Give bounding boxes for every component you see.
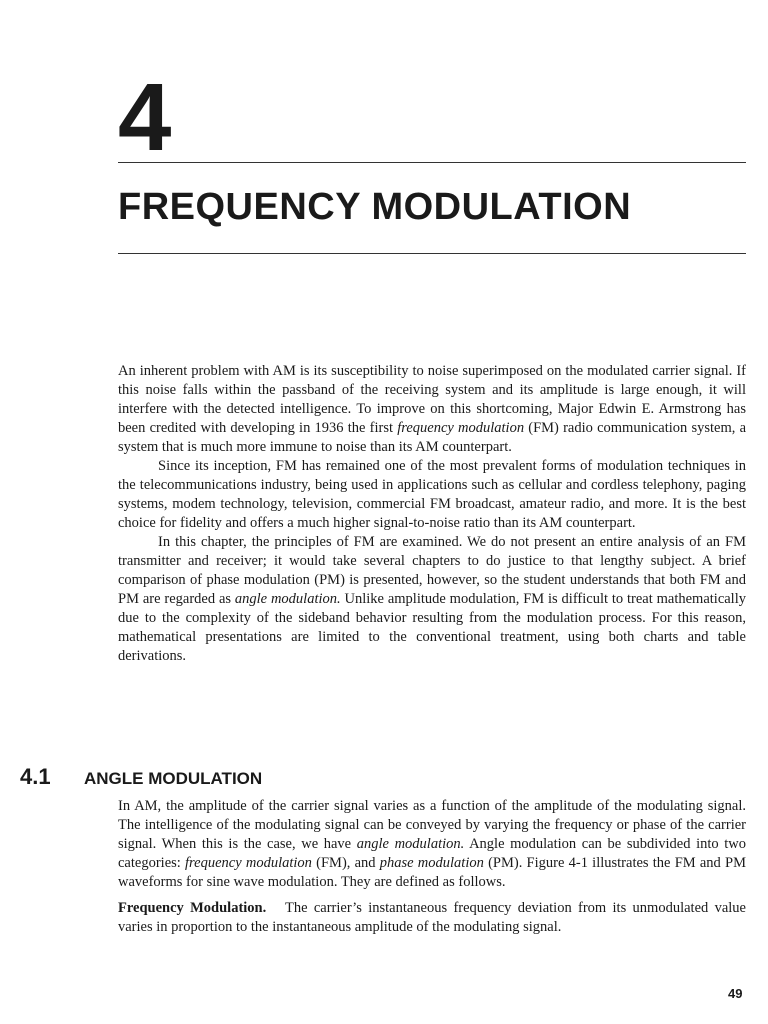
section-heading — [20, 764, 262, 790]
intro-text — [118, 362, 746, 666]
section-title: ANGLE MODULATION — [84, 769, 263, 788]
section-paragraph-2: Frequency Modulation. The carrier’s instantaneous frequency deviation from its unmodulated value varies in proportion to the instantaneous amplitude of the modulating signal. — [118, 900, 746, 935]
top-rule — [118, 162, 746, 163]
chapter-number: 4 — [118, 64, 170, 171]
section-paragraph-1: In AM, the amplitude of the carrier signal varies as a function of the amplitude of the modulating signal. The intelligence of the modulating signal can be conveyed by varying the frequency or phase of the carrier signal. When this is the case, we have angle modulation. Angle modulation can be subdivided into two categories: frequency modulation (FM), and phase modulation (PM). Figure 4-1 illustrates the FM and PM waveforms for sine wave modulation. They are defined as follows. — [118, 798, 746, 890]
section-number: 4.1 — [20, 764, 51, 789]
run-in-heading: Frequency Modulation. — [118, 900, 267, 916]
intro-paragraph-3: In this chapter, the principles of FM are examined. We do not present an entire analysis of an FM transmitter and receiver; it would take several chapters to do justice to that lengthy subject. A brief comparison of phase modulation (PM) is presented, however, so the student understands that both FM and PM are regarded as angle modulation. Unlike amplitude modulation, FM is difficult to treat mathematically due to the complexity of the sideband behavior resulting from the modulation process. For this reason, mathematical presentations are limited to the conventional treatment, using both charts and table derivations. — [118, 534, 746, 664]
intro-paragraph-1: An inherent problem with AM is its susceptibility to noise superimposed on the modulated carrier signal. If this noise falls within the passband of the receiving system and its amplitude is large enough, it will interfere with the detected intelligence. To improve on this shortcoming, Major Edwin E. Armstrong has been credited with developing in 1936 the first frequency modulation (FM) radio communication system, a system that is much more immune to noise than its AM counterpart. — [118, 363, 747, 455]
chapter-title: FREQUENCY MODULATION — [118, 186, 632, 228]
page-number: 49 — [728, 986, 743, 1001]
intro-paragraph-2: Since its inception, FM has remained one of the most prevalent forms of modulation techniques in the telecommunications industry, being used in applications such as cellular and cordless telephony, paging systems, modem technology, television, commercial FM broadcast, amateur radio, and more. It is the best choice for fidelity and offers a much higher signal-to-noise ratio than its AM counterpart. — [118, 458, 746, 531]
section-text — [118, 797, 746, 937]
bottom-rule — [118, 253, 746, 254]
